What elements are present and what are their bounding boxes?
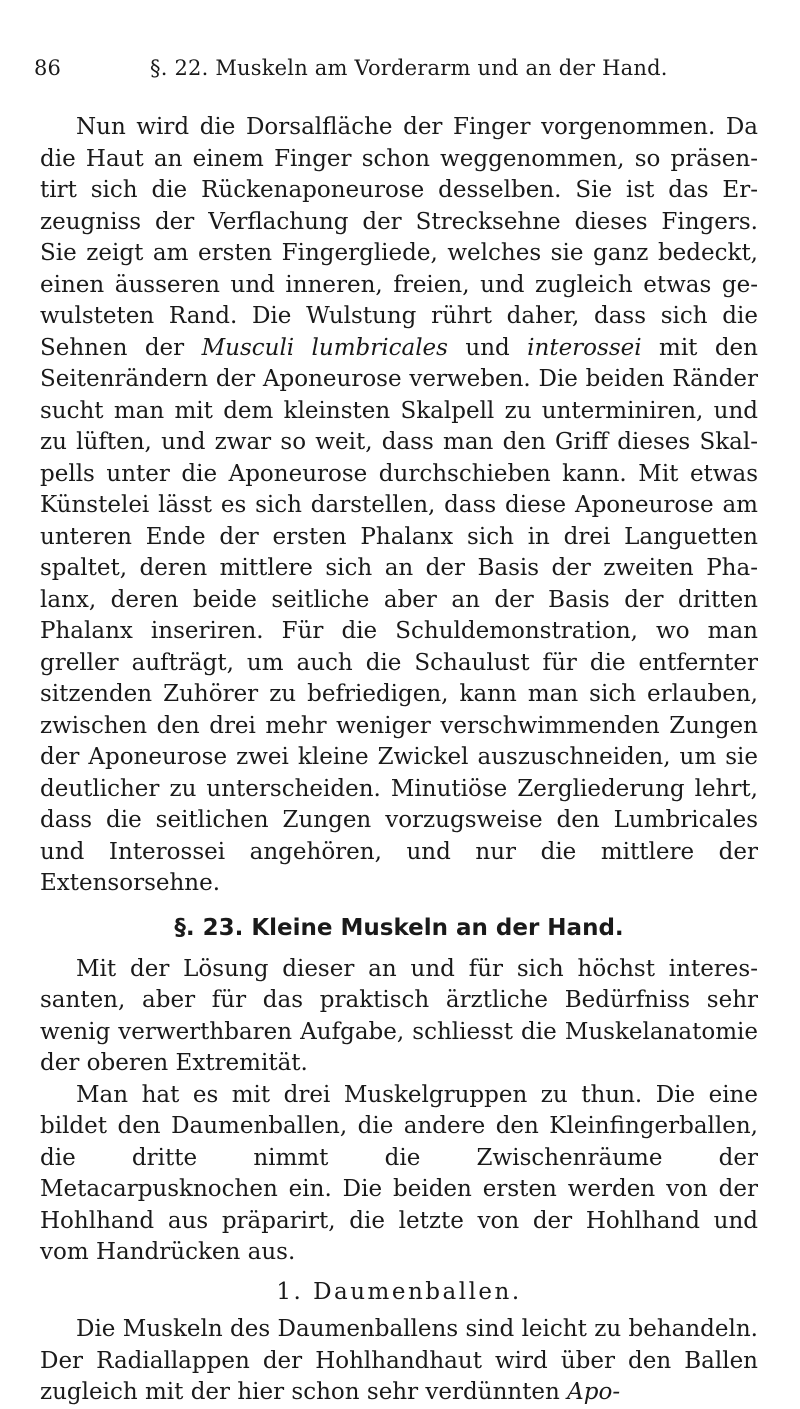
paragraph-dorsal-aponeurosis: [40, 112, 758, 900]
paragraph-text: Nun wird die Dorsalfläche der Finger vorgenommen. Da die Haut an einem Finger schon weggenommen, so präsentirt sich die Rückenaponeurose desselben. Sie ist das Erzeugniss der Verflachung der Strecksehne dieses Fingers. Sie zeigt am ersten Fingergliede, welches sie ganz bedeckt, einen äusseren und inneren, freien, und zugleich etwas gewulsteten Rand. Die Wulstung rührt daher, dass sich die Sehnen der: [40, 114, 758, 361]
paragraph-intro-hand-muscles: Mit der Lösung dieser an und für sich höchst interessanten, aber für das praktisch ärztliche Bedürfniss sehr wenig verwerthbaren Aufgabe, schliesst die Muskelanatomie der oberen Extremität.: [40, 955, 758, 1076]
paragraph-text: Die Muskeln des Daumenballens sind leicht zu behandeln. Der Radiallappen der Hohlhandhaut wird über den Ballen zugleich mit der hier schon sehr verdünnten: [40, 1316, 758, 1405]
italic-term-musculi-lumbricales: Musculi lumbricales: [201, 334, 448, 361]
paragraph-muscle-groups: Man hat es mit drei Muskelgruppen zu thun. Die eine bildet den Daumenballen, die andere den Kleinfingerballen, die dritte nimmt die Zwischenräume der Metacarpusknochen ein. Die beiden ersten werden von der Hohlhand aus präparirt, die letzte von der Hohlhand und vom Handrücken aus.: [40, 1081, 758, 1265]
italic-term-interossei: interossei: [527, 334, 642, 361]
paragraph-text: mit den Seitenrändern der Aponeurose verweben. Die beiden Ränder sucht man mit dem kleinsten Skalpell zu unterminiren, und zu lüften, und zwar so weit, dass man den Griff dieses Skalpells unter die Aponeurose durchschieben kann. Mit etwas Künstelei lässt es sich darstellen, dass diese Aponeurose am unteren Ende der ersten Phalanx sich in drei Languetten spaltet, deren mittlere sich an der Basis der zweiten Phalanx, deren beide seitliche aber an der Basis der dritten Phalanx inseriren. Für die Schuldemonstration, wo man greller aufträgt, um auch die Schaulust für die entfernter sitzenden Zuhörer zu befriedigen, kann man sich erlauben, zwischen den drei mehr weniger verschwimmenden Zungen der Aponeurose zwei kleine Zwickel auszuschneiden, um sie deutlicher zu unterscheiden. Minutiöse Zergliederung lehrt, dass die seitlichen Zungen vorzugsweise den Lumbricales und Interossei angehören, und nur die mittlere der Extensorsehne.: [40, 334, 758, 896]
running-title: §. 22. Muskeln am Vorderarm und an der Hand.: [150, 56, 668, 80]
paragraph-thenar-muscles: [40, 1314, 758, 1409]
paragraph-text: und: [447, 334, 528, 361]
section-heading: §. 23. Kleine Muskeln an der Hand.: [174, 914, 624, 941]
subheading-daumenballen: 1. Daumenballen.: [276, 1278, 522, 1305]
italic-term-apo: Apo-: [567, 1379, 621, 1405]
running-head: [34, 56, 774, 86]
page-number: 86: [34, 56, 62, 80]
body-text: [40, 112, 758, 1409]
